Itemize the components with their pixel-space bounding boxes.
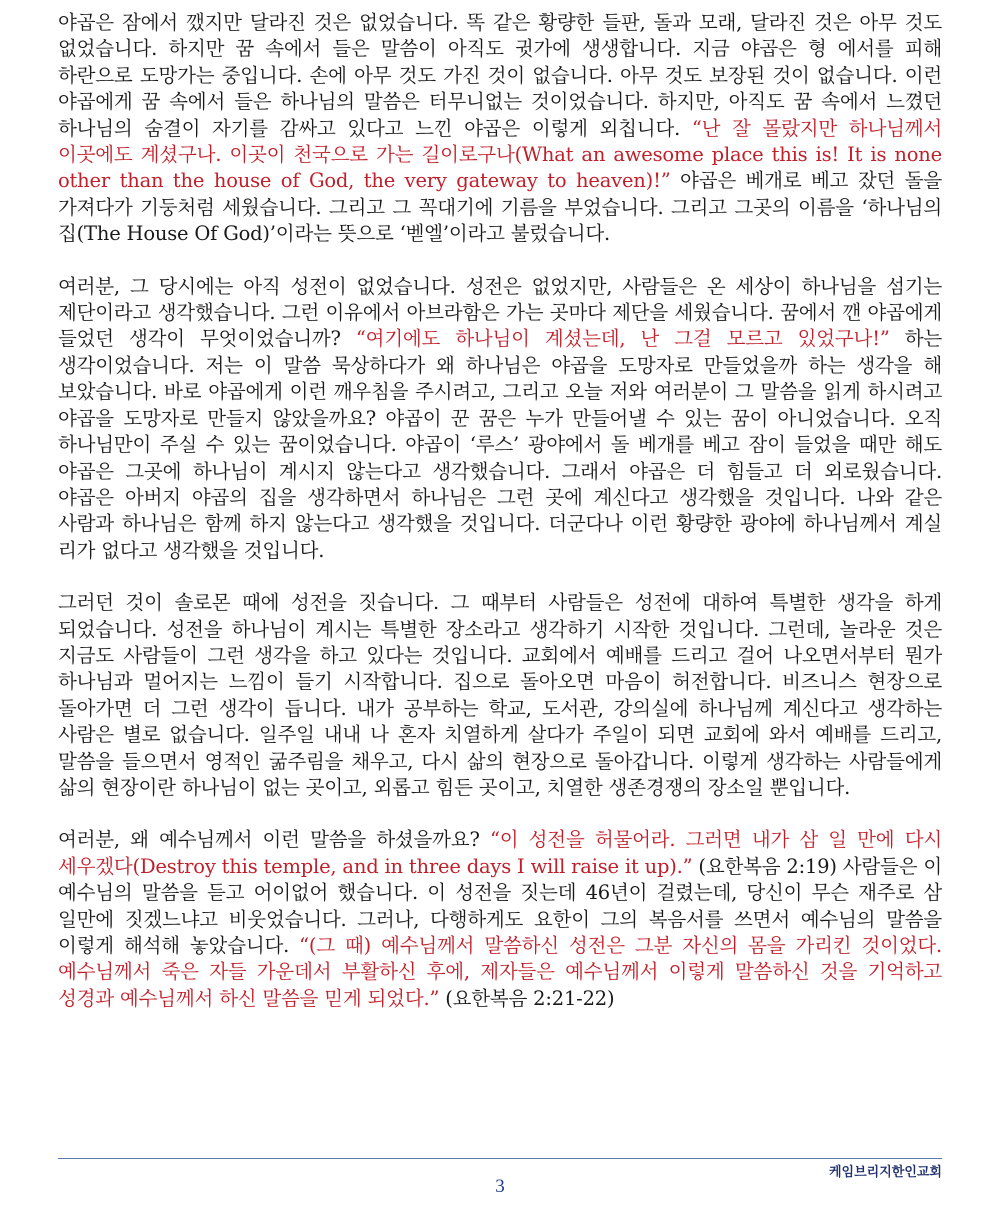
- paragraph-4-quote-1: “이 성전을 허물어라. 그러면 내가 삼 일 만에 다시 세우겠다(Destroy this temple, and in three days I will raise it up).”: [58, 828, 942, 878]
- body-text: [58, 10, 942, 1038]
- paragraph-3-text-1: 그러던 것이 솔로몬 때에 성전을 짓습니다. 그 때부터 사람들은 성전에 대하여 특별한 생각을 하게 되었습니다. 성전을 하나님이 계시는 특별한 장소라고 생각하기 시작한 것입니다. 그런데, 놀라운 것은 지금도 사람들이 그런 생각을 하고 있다는 것입니다. 교회에서 예배를 드리고 걸어 나오면서부터 뭔가 하나님과 멀어지는 느낌이 들기 시작합니다. 집으로 돌아오면 마음이 허전합니다. 비즈니스 현장으로 돌아가면 더 그런 생각이 듭니다. 내가 공부하는 학교, 도서관, 강의실에 하나님께 계신다고 생각하는 사람은 별로 없습니다. 일주일 내내 나 혼자 치열하게 살다가 주일이 되면 교회에 와서 예배를 드리고, 말씀을 들으면서 영적인 굶주림을 채우고, 다시 삶의 현장으로 돌아갑니다. 이렇게 생각하는 사람들에게 삶의 현장이란 하나님이 없는 곳이고, 외롭고 힘든 곳이고, 치열한 생존경쟁의 장소일 뿐입니다.: [58, 591, 942, 799]
- paragraph-4-text-1: 여러분, 왜 예수님께서 이런 말씀을 하셨을까요?: [58, 828, 490, 852]
- paragraph-1-text-2: 야곱은 베개로 베고 잤던 돌을 가져다가 기둥처럼 세웠습니다. 그리고 그 꼭대기에 기름을 부었습니다. 그리고 그곳의 이름을 ‘하나님의 집(The House Of God)’이라는 뜻으로 ‘벧엘’이라고 불렀습니다.: [58, 169, 942, 246]
- footer-church-name: 케임브리지한인교회: [828, 1165, 942, 1180]
- paragraph-2-text-1: 여러분, 그 당시에는 아직 성전이 없었습니다. 성전은 없었지만, 사람들은 온 세상이 하나님을 섬기는 제단이라고 생각했습니다. 그런 이유에서 아브라함은 가는 곳마다 제단을 세웠습니다. 꿈에서 깬 야곱에게 들었던 생각이 무엇이었습니까?: [58, 274, 942, 351]
- paragraph-2-quote: “여기에도 하나님이 계셨는데, 난 그걸 모르고 있었구나!”: [355, 327, 890, 351]
- paragraph-1-text-1: 야곱은 잠에서 깼지만 달라진 것은 없었습니다. 똑 같은 황량한 들판, 돌과 모래, 달라진 것은 아무 것도 없었습니다. 하지만 꿈 속에서 들은 말씀이 아직도 귓가에 생생합니다. 지금 야곱은 형 에서를 피해 하란으로 도망가는 중입니다. 손에 아무 것도 가진 것이 없습니다. 아무 것도 보장된 것이 없습니다. 이런 야곱에게 꿈 속에서 들은 하나님의 말씀은 터무니없는 것이었습니다. 하지만, 아직도 꿈 속에서 느꼈던 하나님의 숨결이 자기를 감싸고 있다고 느낀 야곱은 이렇게 외칩니다.: [58, 11, 942, 140]
- paragraph-4-text-3: (요한복음 2:21-22): [439, 986, 615, 1010]
- paragraph-3: [58, 590, 942, 801]
- page-number: 3: [495, 1176, 505, 1197]
- paragraph-1-quote: “난 잘 몰랐지만 하나님께서 이곳에도 계셨구나. 이곳이 천국으로 가는 길이로구나(What an awesome place this is! It is none other than the house of God, the very gateway to heaven)!”: [58, 116, 942, 193]
- footer-divider: [58, 1158, 942, 1159]
- paragraph-4-text-2: (요한복음 2:19) 사람들은 이 예수님의 말씀을 듣고 어이없어 했습니다. 이 성전을 짓는데 46년이 걸렸는데, 당신이 무슨 재주로 삼 일만에 짓겠느냐고 비웃었습니다. 그러나, 다행하게도 요한이 그의 복음서를 쓰면서 예수님의 말씀을 이렇게 해석해 놓았습니다.: [58, 854, 942, 957]
- paragraph-1: [58, 10, 942, 248]
- paragraph-2-text-2: 하는 생각이었습니다. 저는 이 말씀 묵상하다가 왜 하나님은 야곱을 도망자로 만들었을까 하는 생각을 해 보았습니다. 바로 야곱에게 이런 깨우침을 주시려고, 그리고 오늘 저와 여러분이 그 말씀을 읽게 하시려고 야곱을 도망자로 만들지 않았을까요? 야곱이 꾼 꿈은 누가 만들어낼 수 있는 꿈이 아니었습니다. 오직 하나님만이 주실 수 있는 꿈이었습니다. 야곱이 ‘루스’ 광야에서 돌 베개를 베고 잠이 들었을 때만 해도 야곱은 그곳에 하나님이 계시지 않는다고 생각했습니다. 그래서 야곱은 더 힘들고 더 외로웠습니다. 야곱은 아버지 야곱의 집을 생각하면서 하나님은 그런 곳에 계신다고 생각했을 것입니다. 나와 같은 사람과 하나님은 함께 하지 않는다고 생각했을 것입니다. 더군다나 이런 황량한 광야에 하나님께서 계실 리가 없다고 생각했을 것입니다.: [58, 327, 942, 562]
- paragraph-4: [58, 827, 942, 1012]
- paragraph-2: [58, 274, 942, 564]
- paragraph-4-quote-2: “(그 때) 예수님께서 말씀하신 성전은 그분 자신의 몸을 가리킨 것이었다. 예수님께서 죽은 자들 가운데서 부활하신 후에, 제자들은 예수님께서 이렇게 말씀하신 것을 기억하고 성경과 예수님께서 하신 말씀을 믿게 되었다.”: [58, 934, 942, 1010]
